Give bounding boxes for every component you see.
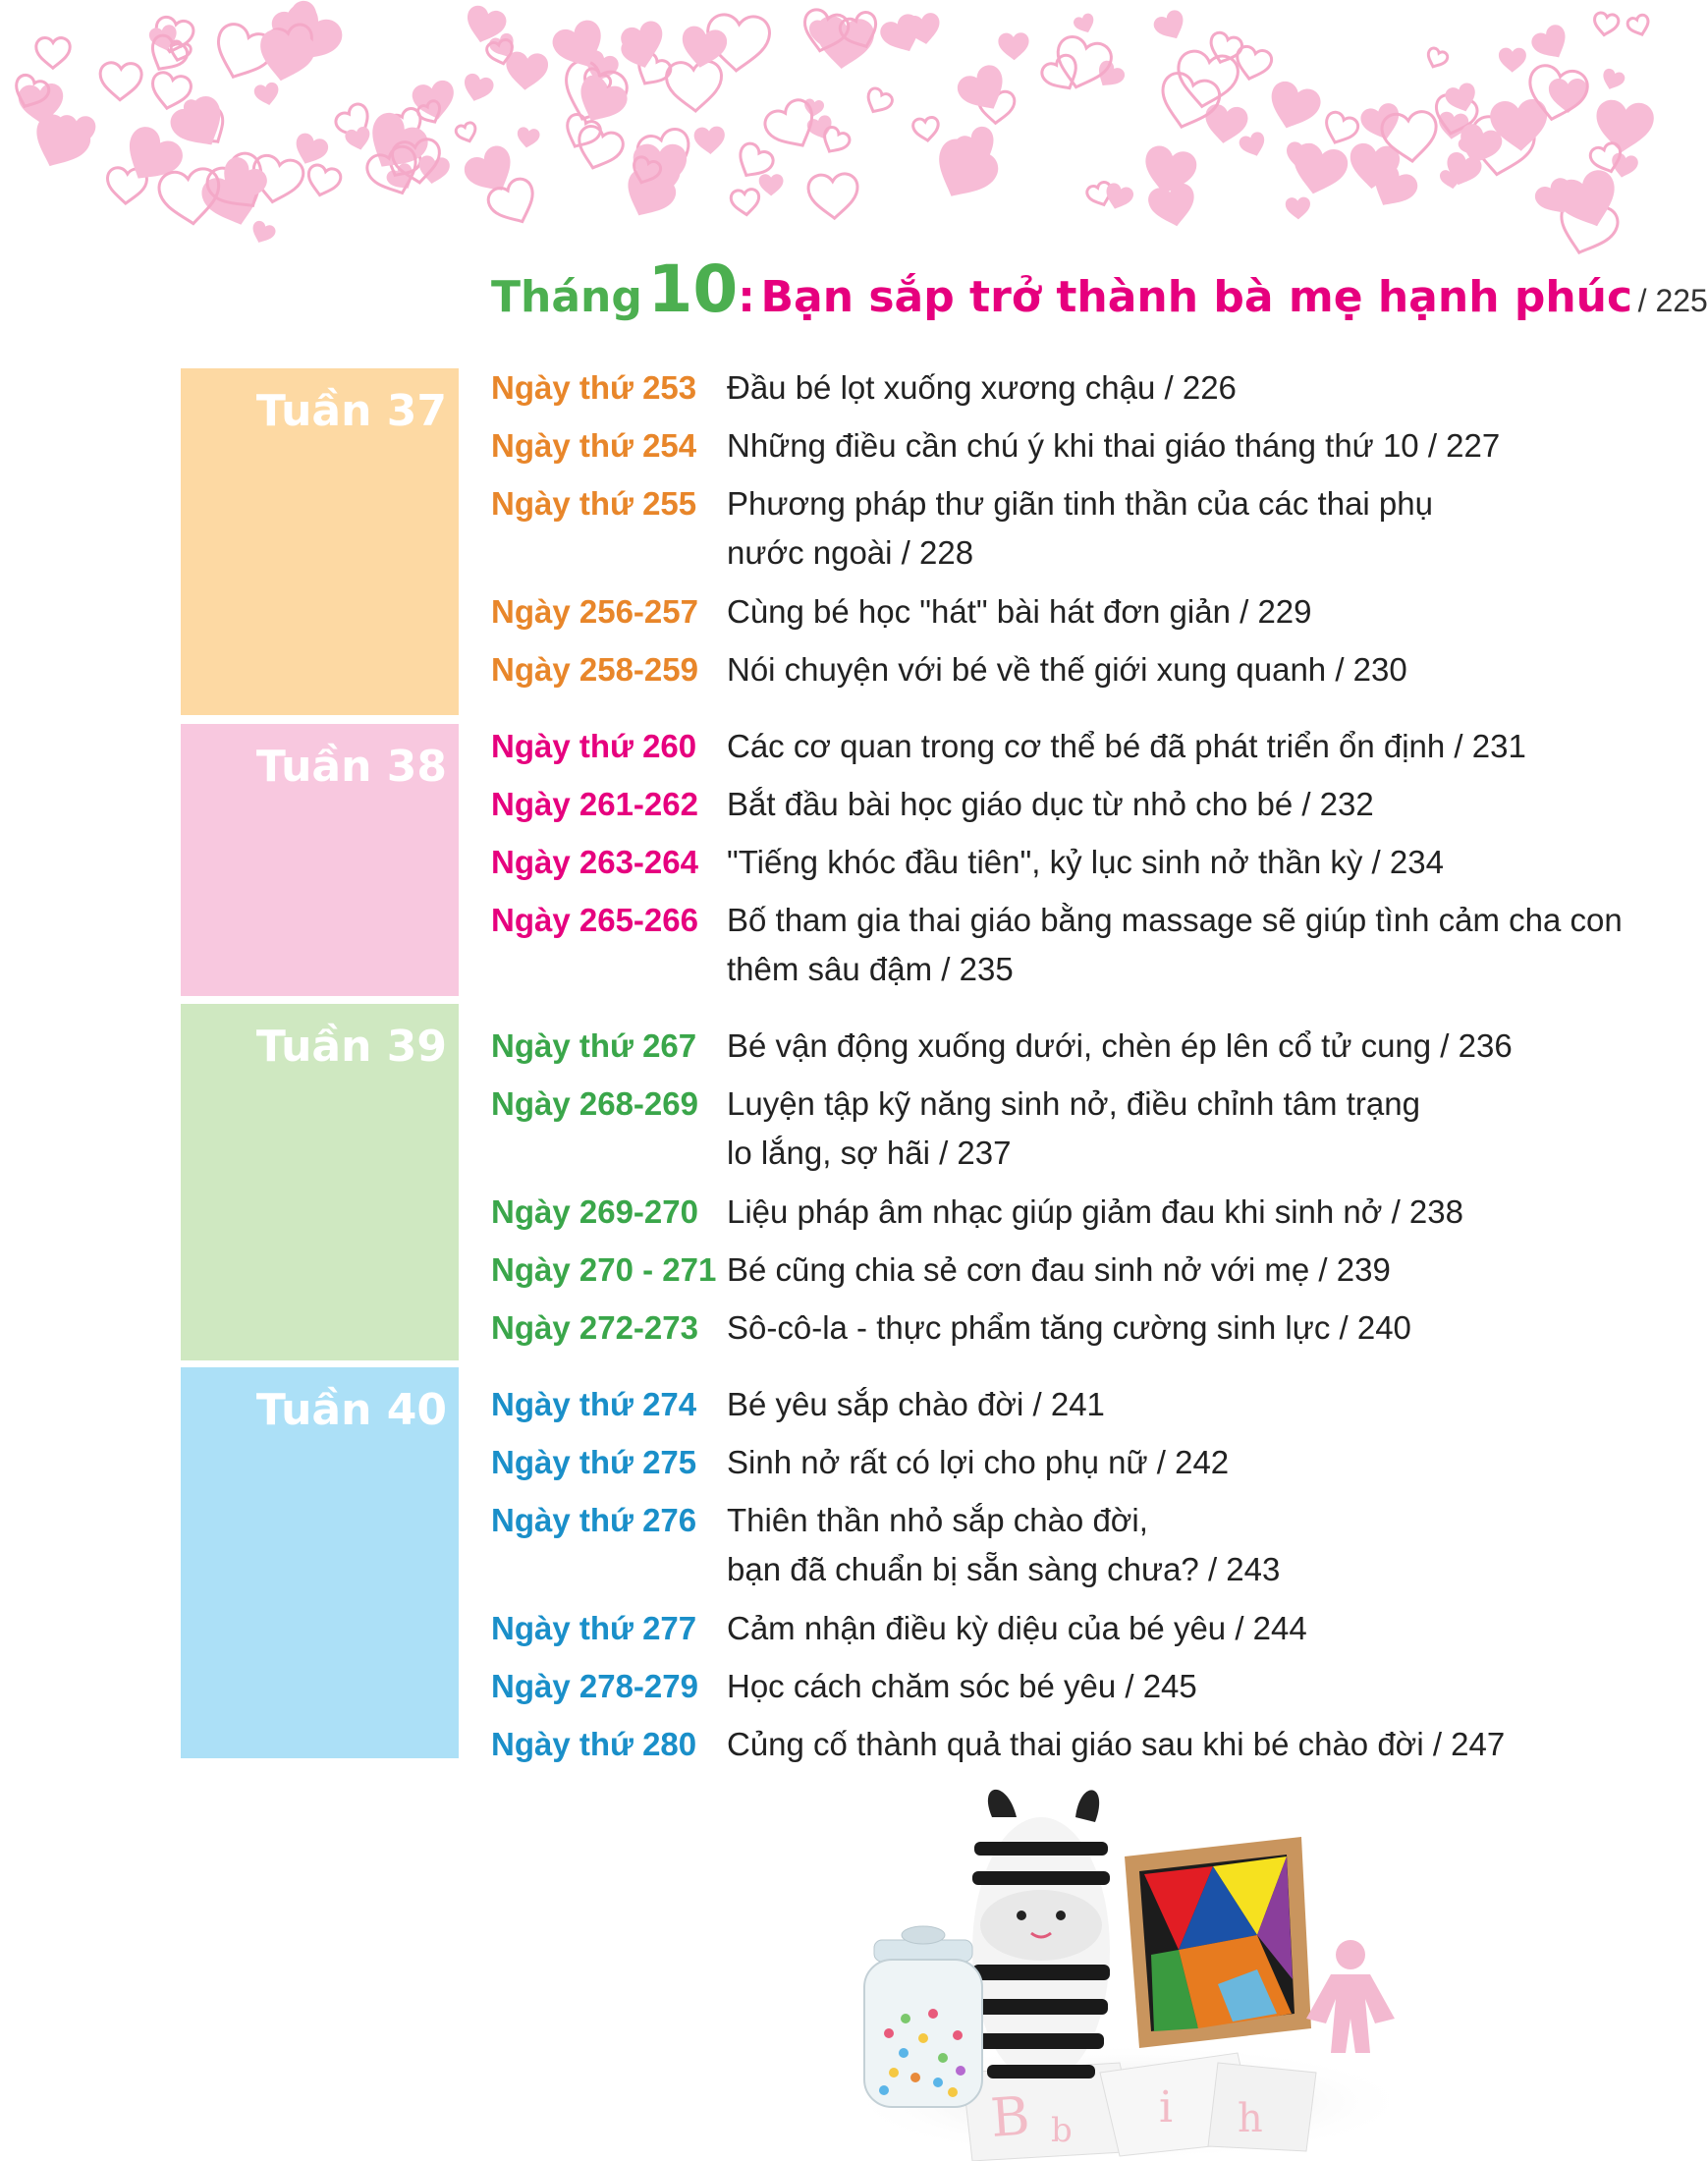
heart-shape [504, 51, 549, 92]
heart-shape [759, 174, 784, 195]
entry-day: Ngày 272-273 [491, 1309, 698, 1346]
entry-description [727, 421, 1640, 471]
entry-day: Ngày 258-259 [491, 651, 698, 688]
week-label: Tuần 40 [255, 1385, 447, 1435]
week-band-38 [181, 724, 459, 996]
entry-description [727, 1604, 1640, 1653]
week-label: Tuần 39 [255, 1022, 447, 1072]
entry-description [727, 1438, 1640, 1487]
heart-shape [731, 189, 761, 216]
heart-shape [1286, 196, 1311, 219]
week-label: Tuần 37 [255, 386, 447, 436]
heart-shape [253, 82, 282, 108]
heart-shape [1626, 14, 1652, 38]
heart-shape [912, 117, 940, 142]
week-band-39 [181, 1004, 459, 1360]
chapter-title [491, 251, 1708, 336]
entry-line: Luyện tập kỹ năng sinh nở, điều chỉnh tâm trạng [727, 1085, 1420, 1122]
entry-day: Ngày thứ 276 [491, 1502, 697, 1538]
heart-shape [807, 173, 858, 219]
heart-shape [1320, 110, 1360, 148]
entry-line: Cảm nhận điều kỳ diệu của bé yêu / 244 [727, 1610, 1307, 1646]
heart-shape [344, 126, 373, 153]
heart-shape [693, 126, 726, 155]
heart-shape [666, 61, 723, 113]
entry-day: Ngày thứ 280 [491, 1726, 697, 1762]
entry-description [727, 1080, 1640, 1178]
tangram-puzzle [1125, 1837, 1311, 2048]
entry-day: Ngày thứ 260 [491, 728, 697, 764]
striped-bunny-toy [972, 1790, 1110, 2082]
title-text: Bạn sắp trở thành bà mẹ hạnh phúc [760, 272, 1633, 322]
title-month-number: 10 [647, 251, 739, 327]
title-page-number: / 225 [1637, 283, 1708, 318]
entry-day: Ngày 263-264 [491, 844, 698, 880]
heart-shape [1549, 79, 1587, 113]
heart-shape [570, 72, 632, 132]
entry-line: Bố tham gia thai giáo bằng massage sẽ giúp tình cảm cha con [727, 902, 1623, 938]
entry-line: thêm sâu đậm / 235 [727, 951, 1014, 987]
heart-shape [1263, 78, 1325, 136]
hearts-border-decoration [0, 0, 1670, 295]
entry-line: Cùng bé học "hát" bài hát đơn giản / 229 [727, 593, 1312, 630]
toys-illustration [845, 1778, 1424, 2161]
entry-line: Liệu pháp âm nhạc giúp giảm đau khi sinh nở / 238 [727, 1193, 1463, 1230]
entry-description [727, 896, 1640, 994]
entry-day: Ngày thứ 275 [491, 1444, 697, 1480]
heart-shape [1443, 81, 1480, 116]
heart-shape [1072, 12, 1097, 36]
entry-day: Ngày 268-269 [491, 1085, 698, 1122]
heart-shape [1151, 8, 1190, 45]
heart-shape [460, 72, 495, 105]
entry-line: nước ngoài / 228 [727, 534, 974, 571]
week-band-37 [181, 368, 459, 715]
heart-shape [516, 126, 541, 149]
entry-day: Ngày thứ 277 [491, 1610, 697, 1646]
entry-description [727, 1662, 1640, 1711]
week-label: Tuần 38 [255, 742, 447, 792]
entry-day: Ngày thứ 253 [491, 369, 697, 406]
heart-shape [455, 121, 479, 143]
heart-shape [1592, 12, 1620, 37]
entry-day: Ngày 261-262 [491, 786, 698, 822]
entry-line: "Tiếng khóc đầu tiên", kỷ lục sinh nở thần kỳ / 234 [727, 844, 1444, 880]
entry-description [727, 587, 1640, 637]
entry-description [727, 1246, 1640, 1295]
title-month-word: Tháng [491, 272, 642, 322]
heart-shape [99, 62, 141, 100]
entry-day: Ngày thứ 254 [491, 427, 697, 464]
entry-day: Ngày thứ 255 [491, 485, 697, 522]
entry-day: Ngày 256-257 [491, 593, 698, 630]
entry-day: Ngày 278-279 [491, 1668, 698, 1704]
entry-line: Nói chuyện với bé về thế giới xung quanh / 230 [727, 651, 1407, 688]
entry-description [727, 1022, 1640, 1071]
entry-description [727, 1303, 1640, 1353]
entry-line: Bé cũng chia sẻ cơn đau sinh nở với mẹ / 239 [727, 1251, 1391, 1288]
entry-line: bạn đã chuẩn bị sẵn sàng chưa? / 243 [727, 1551, 1281, 1587]
heart-shape [572, 124, 626, 175]
svg-text:i: i [1159, 2082, 1174, 2133]
entry-line: Củng cố thành quả thai giáo sau khi bé chào đời / 247 [727, 1726, 1506, 1762]
entry-line: Bé yêu sắp chào đời / 241 [727, 1386, 1105, 1422]
heart-shape [304, 163, 343, 198]
entry-description [727, 363, 1640, 413]
entry-line: lo lắng, sợ hãi / 237 [727, 1135, 1012, 1171]
heart-shape [1238, 131, 1269, 161]
entry-line: Thiên thần nhỏ sắp chào đời, [727, 1502, 1148, 1538]
entry-description [727, 780, 1640, 829]
entry-line: Bé vận động xuống dưới, chèn ép lên cổ tử cung / 236 [727, 1027, 1513, 1064]
entry-line: Đầu bé lọt xuống xương chậu / 226 [727, 369, 1237, 406]
svg-text:h: h [1238, 2096, 1263, 2141]
pink-paper-doll [1306, 1940, 1395, 2053]
entry-line: Sinh nở rất có lợi cho phụ nữ / 242 [727, 1444, 1230, 1480]
entry-day: Ngày thứ 267 [491, 1027, 697, 1064]
entry-line: Phương pháp thư giãn tinh thần của các thai phụ [727, 485, 1433, 522]
entry-line: Bắt đầu bài học giáo dục từ nhỏ cho bé / 232 [727, 786, 1374, 822]
entry-day: Ngày thứ 274 [491, 1386, 697, 1422]
entry-description [727, 1496, 1640, 1594]
title-colon: : [738, 272, 755, 322]
entry-line: Các cơ quan trong cơ thể bé đã phát triển ổn định / 231 [727, 728, 1526, 764]
heart-shape [36, 37, 71, 68]
entry-description [727, 722, 1640, 771]
heart-shape [1424, 46, 1450, 70]
heart-shape [1528, 22, 1574, 66]
entry-day: Ngày 265-266 [491, 902, 698, 938]
entry-description [727, 1188, 1640, 1237]
heart-shape [248, 219, 278, 248]
entry-day: Ngày 270 - 271 [491, 1251, 717, 1288]
heart-shape [1038, 52, 1084, 97]
entry-line: Học cách chăm sóc bé yêu / 245 [727, 1668, 1197, 1704]
svg-text:b: b [1051, 2111, 1073, 2150]
entry-description [727, 645, 1640, 694]
entry-description [727, 838, 1640, 887]
heart-shape [998, 32, 1029, 61]
svg-text:B: B [988, 2084, 1032, 2149]
entry-line: Những điều cần chú ý khi thai giáo tháng thứ 10 / 227 [727, 427, 1501, 464]
heart-shape [1499, 48, 1526, 73]
entry-description [727, 1720, 1640, 1769]
entry-description [727, 479, 1640, 578]
entry-day: Ngày 269-270 [491, 1193, 698, 1230]
heart-shape [1599, 67, 1626, 92]
heart-shape [862, 86, 895, 118]
heart-shape [290, 131, 331, 170]
entry-line: Sô-cô-la - thực phẩm tăng cường sinh lực / 240 [727, 1309, 1411, 1346]
entry-description [727, 1380, 1640, 1429]
candy-jar [864, 1926, 982, 2107]
week-band-40 [181, 1367, 459, 1758]
